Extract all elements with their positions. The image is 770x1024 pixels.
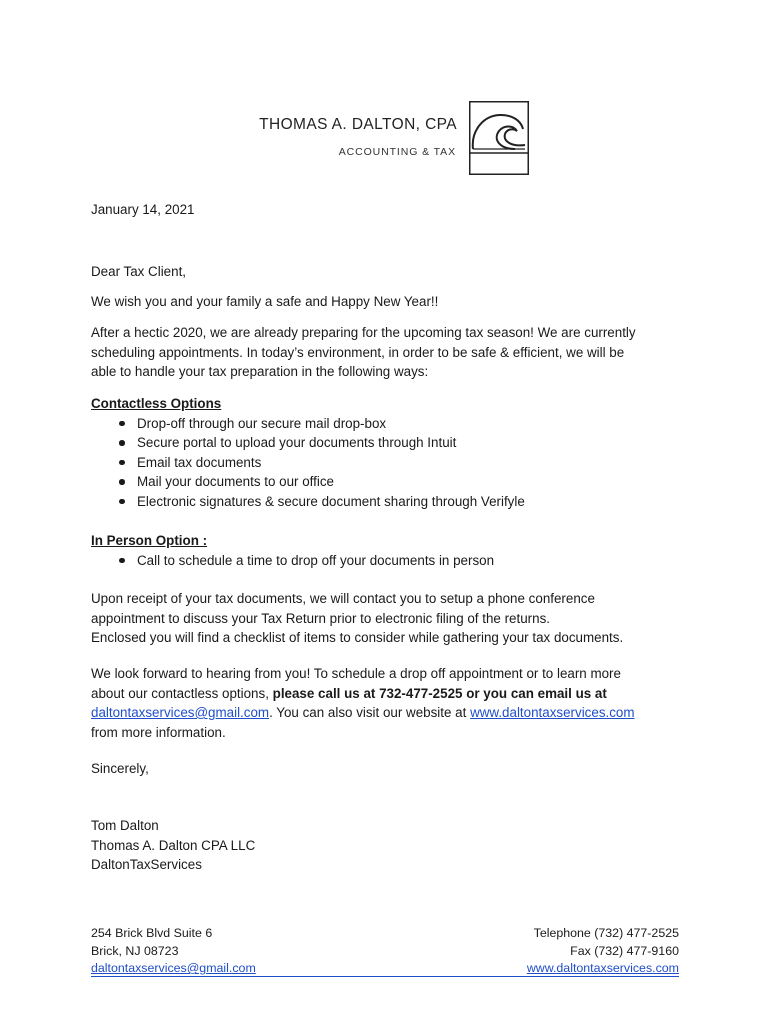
footer-underline [91,976,679,977]
signature-brand: DaltonTaxServices [91,857,202,872]
intro-line: After a hectic 2020, we are already preparing for the upcoming tax season! We are currently [91,325,636,340]
list-item: Email tax documents [91,453,525,473]
contactless-list [91,414,525,512]
wave-logo-icon [469,101,529,175]
closing-text: . You can also visit our website at [269,705,471,720]
signature-company: Thomas A. Dalton CPA LLC [91,837,256,853]
in-person-heading: In Person Option : [91,533,208,548]
signature-block [91,816,255,875]
contactless-heading: Contactless Options [91,396,222,411]
closing-line: We look forward to hearing from you! To schedule a drop off appointment or to learn more [91,666,621,681]
list-item: Secure portal to upload your documents through Intuit [91,433,525,453]
closing-line: from more information. [91,724,226,740]
footer-fax: Fax (732) 477-9160 [570,943,679,958]
receipt-line: Enclosed you will find a checklist of items to consider while gathering your tax documents. [91,630,624,645]
closing-line [91,684,635,704]
greeting: We wish you and your family a safe and Happy New Year!! [91,294,439,309]
list-item: Electronic signatures & secure document sharing through Verifyle [91,492,525,512]
footer-address-line: 254 Brick Blvd Suite 6 [91,926,213,940]
in-person-list [91,551,494,571]
receipt-line: appointment to discuss your Tax Return prior to electronic filing of the returns. [91,610,550,626]
website-link[interactable]: www.daltontaxservices.com [470,705,635,720]
in-person-section [91,531,494,570]
footer-address-line: Brick, NJ 08723 [91,943,179,958]
list-item: Mail your documents to our office [91,472,525,492]
footer-email-link[interactable]: daltontaxservices@gmail.com [91,961,256,976]
receipt-paragraph [91,589,623,648]
receipt-line: Upon receipt of your tax documents, we will contact you to setup a phone conference [91,591,595,606]
list-item: Call to schedule a time to drop off your documents in person [91,551,494,571]
footer-address [91,925,256,978]
list-item: Drop-off through our secure mail drop-box [91,414,525,434]
email-link[interactable]: daltontaxservices@gmail.com [91,705,270,720]
footer-contact [430,925,679,978]
signoff: Sincerely, [91,761,149,776]
letterhead-name: THOMAS A. DALTON, CPA [259,116,457,133]
signature-name: Tom Dalton [91,818,159,833]
contactless-section [91,394,525,511]
letter-date: January 14, 2021 [91,202,195,217]
letterhead-tagline: ACCOUNTING & TAX [338,146,456,158]
closing-paragraph [91,664,635,742]
intro-line: scheduling appointments. In today’s environment, in order to be safe & efficient, we will be [91,344,625,360]
closing-text: about our contactless options, [91,685,273,701]
closing-line [91,703,635,723]
intro-line: able to handle your tax preparation in the following ways: [91,364,429,379]
intro-paragraph [91,323,636,382]
phone-callout: please call us at 732-477-2525 or you can email us at [272,685,607,701]
salutation: Dear Tax Client, [91,264,187,279]
footer-telephone: Telephone (732) 477-2525 [533,926,679,940]
footer-website-link[interactable]: www.daltontaxservices.com [526,961,679,976]
